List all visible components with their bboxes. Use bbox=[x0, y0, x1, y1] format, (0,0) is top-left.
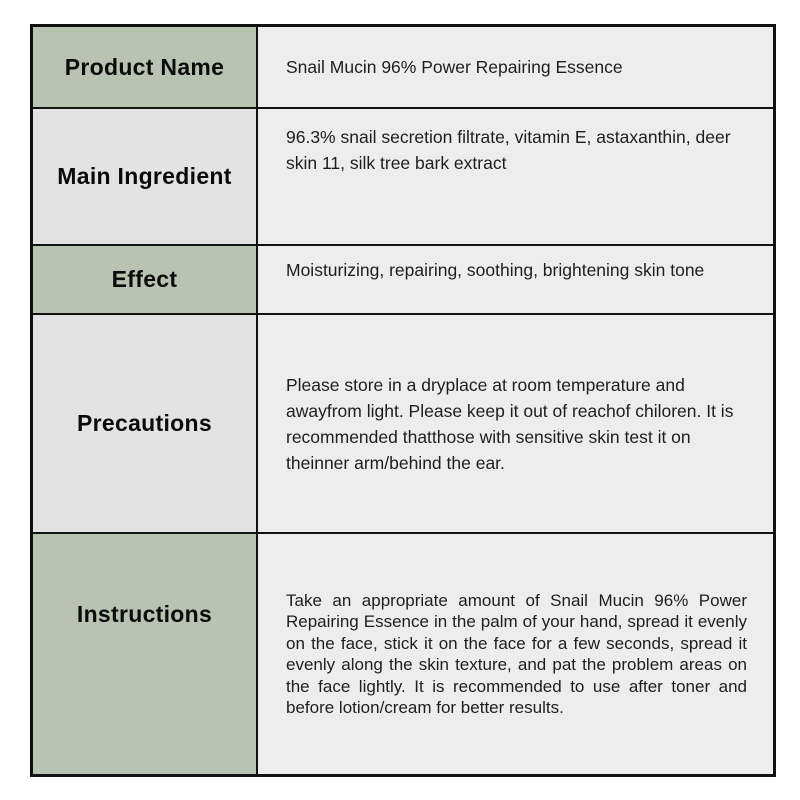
table-row-product-name bbox=[33, 27, 773, 107]
main-ingredient-value: 96.3% snail secretion filtrate, vitamin E, astaxanthin, deer skin 11, silk tree bark extract bbox=[286, 127, 731, 173]
table-row-main-ingredient bbox=[33, 107, 773, 244]
row-content-instructions bbox=[258, 534, 773, 774]
row-content-product-name bbox=[258, 27, 773, 107]
row-label-product-name bbox=[33, 27, 258, 107]
row-label-precautions bbox=[33, 315, 258, 532]
row-label-text: Instructions bbox=[76, 600, 213, 627]
row-content-effect bbox=[258, 246, 773, 313]
row-label-main-ingredient bbox=[33, 109, 258, 244]
row-content-precautions bbox=[258, 315, 773, 532]
effect-value: Moisturizing, repairing, soothing, brightening skin tone bbox=[286, 260, 705, 280]
row-label-text: Product Name bbox=[64, 53, 225, 80]
table-row-effect bbox=[33, 244, 773, 313]
row-label-text: Main Ingredient bbox=[57, 163, 232, 189]
row-label-instructions bbox=[33, 534, 258, 774]
precautions-value: Please store in a dryplace at room temperature and awayfrom light. Please keep it out of reachof chiloren. It is recommended thatthose with sensitive skin test it on theinner arm/behind the ear. bbox=[286, 374, 734, 473]
table-row-instructions bbox=[33, 532, 773, 774]
product-spec-table bbox=[30, 24, 776, 777]
table-row-precautions bbox=[33, 313, 773, 532]
row-label-text: Effect bbox=[111, 266, 178, 292]
instructions-value: Take an appropriate amount of Snail Mucin 96% Power Repairing Essence in the palm of your hand, spread it evenly on the face, stick it on the face for a few seconds, spread it evenly along the skin texture, and pat the problem areas on the face lightly. It is recommended to use after toner and before lotion/cream for better results. bbox=[286, 590, 747, 717]
row-content-main-ingredient bbox=[258, 109, 773, 244]
row-label-text: Precautions bbox=[77, 410, 212, 436]
product-name-value: Snail Mucin 96% Power Repairing Essence bbox=[286, 57, 623, 77]
row-label-effect bbox=[33, 246, 258, 313]
